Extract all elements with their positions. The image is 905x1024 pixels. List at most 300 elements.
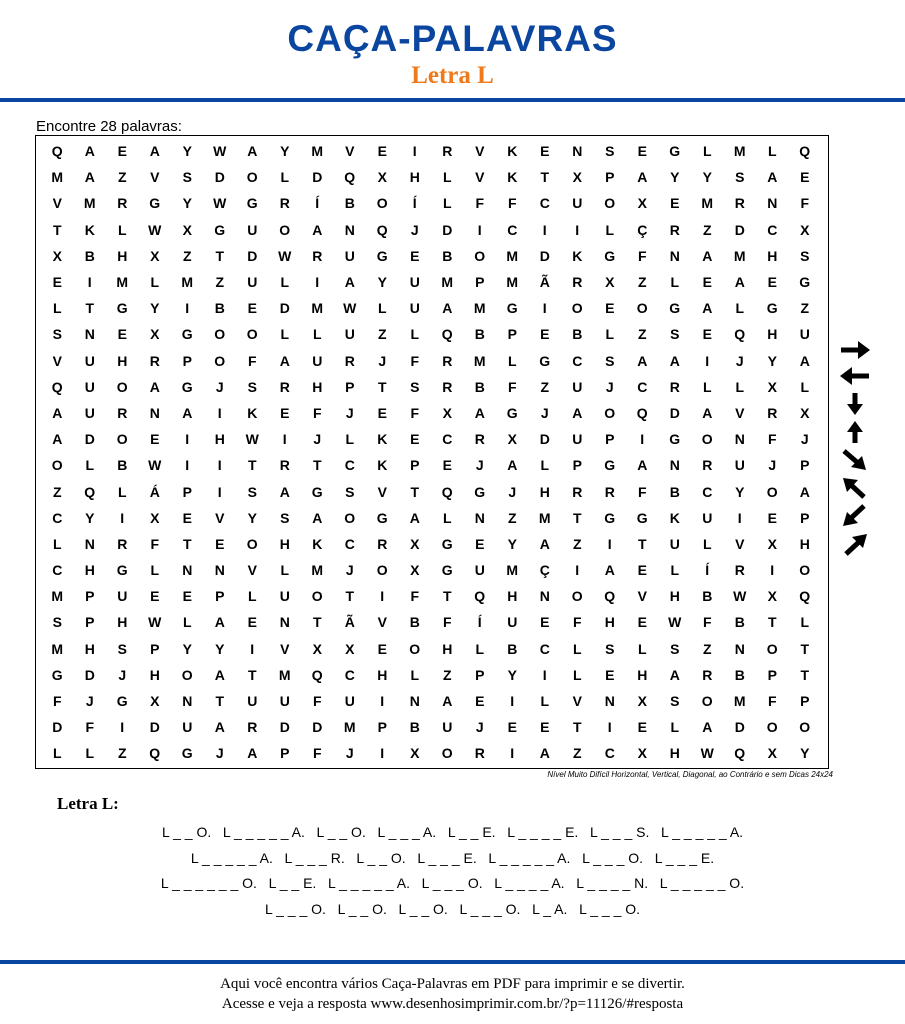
- grid-letter: A: [669, 352, 680, 369]
- grid-letter: Y: [670, 169, 680, 186]
- grid-letter: Q: [636, 404, 648, 421]
- grid-letter: E: [605, 666, 615, 683]
- grid-letter: L: [702, 535, 712, 552]
- grid-letter: L: [52, 745, 62, 762]
- grid-letter: A: [734, 274, 745, 291]
- grid-letter: N: [734, 640, 745, 657]
- grid-letter: L: [637, 640, 647, 657]
- footer-line-1: Aqui você encontra vários Caça-Palavras em PDF para imprimir e se divertir.: [220, 976, 685, 992]
- grid-letter: N: [572, 143, 583, 160]
- grid-letter: U: [702, 509, 713, 526]
- grid-letter: T: [637, 535, 647, 552]
- grid-letter: O: [636, 300, 648, 317]
- grid-letter: J: [768, 457, 777, 474]
- grid-letter: B: [734, 666, 745, 683]
- grid-letter: M: [506, 247, 519, 264]
- grid-letter: T: [540, 169, 550, 186]
- grid-letter: B: [214, 300, 225, 317]
- grid-letter: X: [767, 535, 777, 552]
- grid-letter: R: [734, 195, 745, 212]
- grid-letter: F: [637, 483, 647, 500]
- grid-letter: L: [735, 378, 745, 395]
- grid-letter: R: [279, 457, 290, 474]
- grid-letter: Q: [799, 143, 811, 160]
- grid-letter: X: [410, 535, 420, 552]
- grid-letter: E: [475, 693, 485, 710]
- grid-letter: G: [669, 300, 681, 317]
- top-divider: [0, 98, 905, 102]
- grid-letter: E: [377, 143, 387, 160]
- grid-letter: J: [215, 745, 224, 762]
- grid-letter: M: [83, 195, 96, 212]
- grid-letter: B: [344, 195, 355, 212]
- grid-letter: R: [669, 221, 680, 238]
- word-list-line: L _ _ O. L _ _ _ _ _ A. L _ _ O. L _ _ _ A. L _ _ E. L _ _ _ _ E. L _ _ _ S. L _ _ _ _ _ A.: [161, 824, 744, 840]
- grid-letter: U: [442, 719, 453, 736]
- grid-letter: W: [343, 300, 357, 317]
- grid-letter: R: [117, 195, 128, 212]
- grid-letter: A: [149, 378, 160, 395]
- grid-letter: U: [409, 300, 420, 317]
- grid-letter: A: [702, 247, 713, 264]
- grid-letter: A: [799, 352, 810, 369]
- grid-letter: I: [770, 562, 775, 579]
- grid-letter: E: [117, 143, 127, 160]
- grid-letter: M: [473, 352, 486, 369]
- grid-letter: E: [410, 247, 420, 264]
- grid-letter: Y: [800, 745, 810, 762]
- grid-letter: F: [637, 247, 647, 264]
- grid-letter: B: [669, 483, 680, 500]
- grid-letter: F: [410, 352, 420, 369]
- grid-letter: O: [279, 221, 291, 238]
- grid-letter: J: [605, 378, 614, 395]
- grid-letter: O: [604, 404, 616, 421]
- grid-letter: V: [280, 640, 290, 657]
- grid-letter: Q: [51, 378, 63, 395]
- grid-letter: R: [377, 535, 388, 552]
- grid-letter: X: [150, 509, 160, 526]
- grid-letter: A: [442, 300, 453, 317]
- grid-letter: Q: [344, 169, 356, 186]
- grid-letter: L: [377, 300, 387, 317]
- grid-letter: O: [701, 693, 713, 710]
- grid-letter: S: [182, 169, 192, 186]
- grid-letter: U: [84, 378, 95, 395]
- grid-letter: A: [637, 169, 648, 186]
- grid-letter: Z: [507, 509, 517, 526]
- grid-letter: N: [767, 195, 778, 212]
- grid-letter: A: [767, 169, 778, 186]
- grid-letter: D: [279, 719, 290, 736]
- grid-letter: T: [767, 614, 777, 631]
- grid-letter: D: [84, 666, 95, 683]
- grid-letter: A: [84, 169, 95, 186]
- grid-letter: Z: [637, 326, 647, 343]
- grid-letter: O: [214, 352, 226, 369]
- grid-letter: A: [312, 221, 323, 238]
- grid-letter: Y: [215, 640, 225, 657]
- arrow-left-icon: [838, 364, 872, 388]
- grid-letter: R: [734, 562, 745, 579]
- grid-letter: A: [507, 457, 518, 474]
- grid-letter: J: [313, 431, 322, 448]
- grid-letter: V: [52, 352, 62, 369]
- grid-letter: D: [52, 719, 63, 736]
- grid-letter: Z: [540, 378, 550, 395]
- grid-letter: O: [214, 326, 226, 343]
- grid-letter: M: [51, 588, 64, 605]
- grid-letter: E: [637, 562, 647, 579]
- grid-letter: U: [247, 274, 258, 291]
- grid-letter: L: [702, 143, 712, 160]
- grid-letter: N: [734, 431, 745, 448]
- grid-letter: F: [702, 614, 712, 631]
- grid-letter: N: [84, 326, 95, 343]
- grid-letter: R: [442, 352, 453, 369]
- grid-letter: I: [575, 562, 580, 579]
- grid-letter: J: [118, 666, 127, 683]
- footer: [0, 974, 905, 1014]
- instruction-text: Encontre 28 palavras:: [36, 118, 182, 135]
- grid-letter: L: [572, 640, 582, 657]
- grid-letter: S: [52, 326, 62, 343]
- grid-letter: F: [52, 693, 62, 710]
- grid-letter: E: [377, 640, 387, 657]
- grid-letter: U: [507, 614, 518, 631]
- grid-letter: X: [637, 693, 647, 710]
- grid-letter: M: [473, 300, 486, 317]
- grid-letter: M: [733, 247, 746, 264]
- grid-letter: D: [669, 404, 680, 421]
- grid-letter: U: [84, 352, 95, 369]
- grid-letter: R: [312, 247, 323, 264]
- grid-letter: F: [507, 195, 517, 212]
- grid-letter: Q: [51, 143, 63, 160]
- grid-letter: E: [540, 719, 550, 736]
- grid-letter: S: [605, 640, 615, 657]
- grid-letter: O: [51, 457, 63, 474]
- grid-letter: F: [312, 745, 322, 762]
- grid-letter: G: [376, 247, 388, 264]
- grid-letter: E: [637, 719, 647, 736]
- grid-letter: J: [508, 483, 517, 500]
- grid-letter: U: [799, 326, 810, 343]
- grid-letter: F: [150, 535, 160, 552]
- grid-letter: W: [278, 247, 292, 264]
- page-title: CAÇA-PALAVRAS: [287, 18, 618, 59]
- grid-letter: I: [737, 509, 742, 526]
- grid-letter: E: [670, 195, 680, 212]
- grid-letter: X: [150, 247, 160, 264]
- grid-letter: W: [668, 614, 682, 631]
- grid-letter: T: [410, 483, 420, 500]
- grid-letter: F: [767, 693, 777, 710]
- grid-letter: U: [344, 247, 355, 264]
- grid-letter: Y: [182, 640, 192, 657]
- arrow-up-left-icon: [838, 476, 872, 500]
- grid-letter: Á: [149, 483, 160, 500]
- grid-letter: X: [507, 431, 517, 448]
- grid-letter: S: [605, 352, 615, 369]
- grid-letter: J: [475, 457, 484, 474]
- grid-letter: C: [52, 562, 63, 579]
- grid-letter: O: [766, 483, 778, 500]
- grid-letter: L: [442, 195, 452, 212]
- grid-letter: K: [377, 431, 388, 448]
- grid-letter: D: [734, 221, 745, 238]
- grid-letter: G: [149, 195, 161, 212]
- grid-letter: M: [181, 274, 194, 291]
- grid-letter: R: [279, 195, 290, 212]
- grid-letter: I: [412, 143, 417, 160]
- grid-letter: T: [247, 457, 257, 474]
- grid-letter: B: [442, 247, 453, 264]
- grid-letter: I: [640, 431, 645, 448]
- grid-letter: L: [280, 169, 290, 186]
- grid-letter: Y: [507, 535, 517, 552]
- grid-letter: R: [344, 352, 355, 369]
- grid-letter: G: [116, 300, 128, 317]
- footer-line-2: Acesse e veja a resposta www.desenhosimprimir.com.br/?p=11126/#resposta: [221, 996, 684, 1012]
- grid-letter: J: [540, 404, 549, 421]
- grid-letter: A: [312, 509, 323, 526]
- grid-letter: G: [604, 247, 616, 264]
- grid-letter: L: [670, 562, 680, 579]
- grid-letter: X: [637, 195, 647, 212]
- grid-letter: Z: [52, 483, 62, 500]
- grid-letter: F: [475, 195, 485, 212]
- grid-letter: I: [120, 719, 125, 736]
- grid-letter: K: [572, 247, 583, 264]
- grid-letter: E: [117, 326, 127, 343]
- grid-letter: H: [637, 666, 648, 683]
- grid-letter: F: [247, 352, 257, 369]
- grid-letter: P: [85, 588, 95, 605]
- grid-letter: L: [150, 562, 160, 579]
- grid-letter: Q: [799, 588, 811, 605]
- grid-letter: A: [52, 431, 63, 448]
- grid-letter: F: [410, 588, 420, 605]
- grid-letter: X: [572, 169, 582, 186]
- grid-letter: G: [669, 431, 681, 448]
- grid-letter: I: [575, 221, 580, 238]
- word-list-line: L _ _ _ O. L _ _ O. L _ _ O. L _ _ _ O. L _ A. L _ _ _ O.: [264, 900, 641, 917]
- grid-letter: X: [767, 378, 777, 395]
- grid-letter: V: [345, 143, 355, 160]
- grid-letter: B: [84, 247, 95, 264]
- grid-cells: [41, 138, 821, 767]
- grid-letter: G: [116, 562, 128, 579]
- grid-letter: Y: [377, 274, 387, 291]
- grid-letter: R: [149, 352, 160, 369]
- grid-letter: U: [279, 693, 290, 710]
- grid-letter: M: [506, 562, 519, 579]
- grid-letter: H: [767, 247, 778, 264]
- grid-letter: G: [51, 666, 63, 683]
- grid-letter: B: [572, 326, 583, 343]
- grid-letter: P: [605, 431, 615, 448]
- grid-letter: T: [247, 666, 257, 683]
- grid-letter: A: [214, 666, 225, 683]
- grid-letter: E: [247, 614, 257, 631]
- grid-letter: E: [280, 404, 290, 421]
- grid-letter: P: [410, 457, 420, 474]
- grid-letter: P: [182, 483, 192, 500]
- grid-letter: N: [539, 588, 550, 605]
- grid-letter: C: [604, 745, 615, 762]
- grid-letter: J: [345, 562, 354, 579]
- grid-letter: I: [542, 221, 547, 238]
- grid-letter: X: [150, 326, 160, 343]
- grid-letter: V: [475, 169, 485, 186]
- grid-letter: O: [604, 195, 616, 212]
- grid-letter: M: [506, 274, 519, 291]
- grid-letter: X: [800, 404, 810, 421]
- grid-letter: I: [250, 640, 255, 657]
- grid-letter: C: [442, 431, 453, 448]
- grid-letter: X: [345, 640, 355, 657]
- grid-letter: I: [542, 300, 547, 317]
- grid-letter: P: [85, 614, 95, 631]
- grid-letter: Z: [572, 745, 582, 762]
- grid-letter: L: [702, 378, 712, 395]
- grid-letter: M: [701, 195, 714, 212]
- grid-letter: V: [735, 404, 745, 421]
- grid-letter: V: [637, 588, 647, 605]
- grid-letter: D: [734, 719, 745, 736]
- grid-letter: G: [799, 274, 811, 291]
- grid-letter: R: [117, 404, 128, 421]
- grid-letter: Y: [182, 143, 192, 160]
- grid-letter: M: [51, 640, 64, 657]
- grid-letter: G: [181, 378, 193, 395]
- grid-letter: L: [800, 614, 810, 631]
- grid-letter: L: [670, 274, 680, 291]
- grid-letter: H: [117, 247, 128, 264]
- grid-letter: T: [312, 614, 322, 631]
- grid-letter: J: [800, 431, 809, 448]
- arrow-down-icon: [838, 392, 872, 416]
- grid-letter: T: [442, 588, 452, 605]
- grid-letter: Í: [412, 195, 417, 212]
- grid-letter: F: [507, 378, 517, 395]
- arrow-right-icon: [838, 338, 872, 362]
- grid-letter: H: [767, 326, 778, 343]
- grid-letter: V: [572, 693, 582, 710]
- grid-letter: C: [507, 221, 518, 238]
- grid-letter: L: [280, 274, 290, 291]
- grid-letter: U: [247, 221, 258, 238]
- grid-letter: G: [539, 352, 551, 369]
- grid-letter: P: [572, 457, 582, 474]
- grid-letter: D: [312, 169, 323, 186]
- grid-letter: V: [377, 614, 387, 631]
- grid-letter: I: [185, 300, 190, 317]
- grid-letter: M: [441, 274, 454, 291]
- grid-letter: U: [572, 378, 583, 395]
- grid-letter: R: [604, 483, 615, 500]
- grid-letter: G: [376, 509, 388, 526]
- grid-letter: I: [705, 352, 710, 369]
- grid-letter: J: [475, 719, 484, 736]
- grid-letter: S: [410, 378, 420, 395]
- grid-letter: Y: [735, 483, 745, 500]
- grid-letter: N: [182, 562, 193, 579]
- grid-letter: P: [280, 745, 290, 762]
- grid-letter: H: [669, 745, 680, 762]
- grid-letter: J: [85, 693, 94, 710]
- grid-letter: J: [378, 352, 387, 369]
- grid-letter: P: [377, 719, 387, 736]
- grid-letter: O: [376, 195, 388, 212]
- grid-letter: I: [380, 745, 385, 762]
- page-subtitle: Letra L: [411, 62, 494, 89]
- grid-letter: P: [215, 588, 225, 605]
- grid-letter: L: [442, 169, 452, 186]
- grid-letter: Y: [150, 300, 160, 317]
- arrow-down-right-icon: [838, 448, 872, 472]
- grid-letter: I: [510, 693, 515, 710]
- grid-letter: S: [117, 640, 127, 657]
- grid-letter: A: [637, 352, 648, 369]
- grid-letter: E: [182, 509, 192, 526]
- grid-letter: V: [215, 509, 225, 526]
- grid-letter: B: [117, 457, 128, 474]
- grid-letter: L: [150, 274, 160, 291]
- grid-letter: Ç: [539, 562, 550, 579]
- grid-letter: O: [246, 535, 258, 552]
- grid-letter: V: [247, 562, 257, 579]
- grid-letter: B: [409, 614, 420, 631]
- grid-letter: C: [572, 352, 583, 369]
- word-list-title: Letra L:: [57, 794, 119, 813]
- grid-letter: T: [345, 588, 355, 605]
- grid-letter: I: [380, 588, 385, 605]
- grid-letter: L: [475, 640, 485, 657]
- grid-letter: N: [669, 457, 680, 474]
- grid-letter: R: [572, 274, 583, 291]
- grid-letter: C: [344, 535, 355, 552]
- grid-letter: M: [343, 719, 356, 736]
- grid-letter: M: [733, 693, 746, 710]
- grid-letter: Y: [280, 143, 290, 160]
- grid-letter: B: [507, 640, 518, 657]
- grid-letter: U: [247, 693, 258, 710]
- grid-letter: Y: [507, 666, 517, 683]
- grid-letter: H: [214, 431, 225, 448]
- grid-letter: L: [117, 483, 127, 500]
- grid-letter: S: [247, 483, 257, 500]
- grid-letter: V: [377, 483, 387, 500]
- grid-letter: L: [85, 457, 95, 474]
- grid-letter: L: [800, 378, 810, 395]
- grid-letter: O: [799, 562, 811, 579]
- grid-letter: T: [572, 509, 582, 526]
- grid-letter: R: [767, 404, 778, 421]
- word-list: [0, 822, 905, 924]
- grid-letter: Í: [315, 195, 320, 212]
- word-list-line: L _ _ _ _ _ A. L _ _ _ R. L _ _ O. L _ _ _ E. L _ _ _ _ _ A. L _ _ _ O. L _ _ _ E.: [190, 849, 715, 866]
- grid-letter: L: [312, 326, 322, 343]
- grid-letter: O: [799, 719, 811, 736]
- grid-letter: X: [150, 693, 160, 710]
- grid-letter: G: [181, 745, 193, 762]
- grid-letter: O: [441, 745, 453, 762]
- grid-letter: W: [213, 143, 227, 160]
- grid-letter: Y: [247, 509, 257, 526]
- grid-letter: P: [800, 693, 810, 710]
